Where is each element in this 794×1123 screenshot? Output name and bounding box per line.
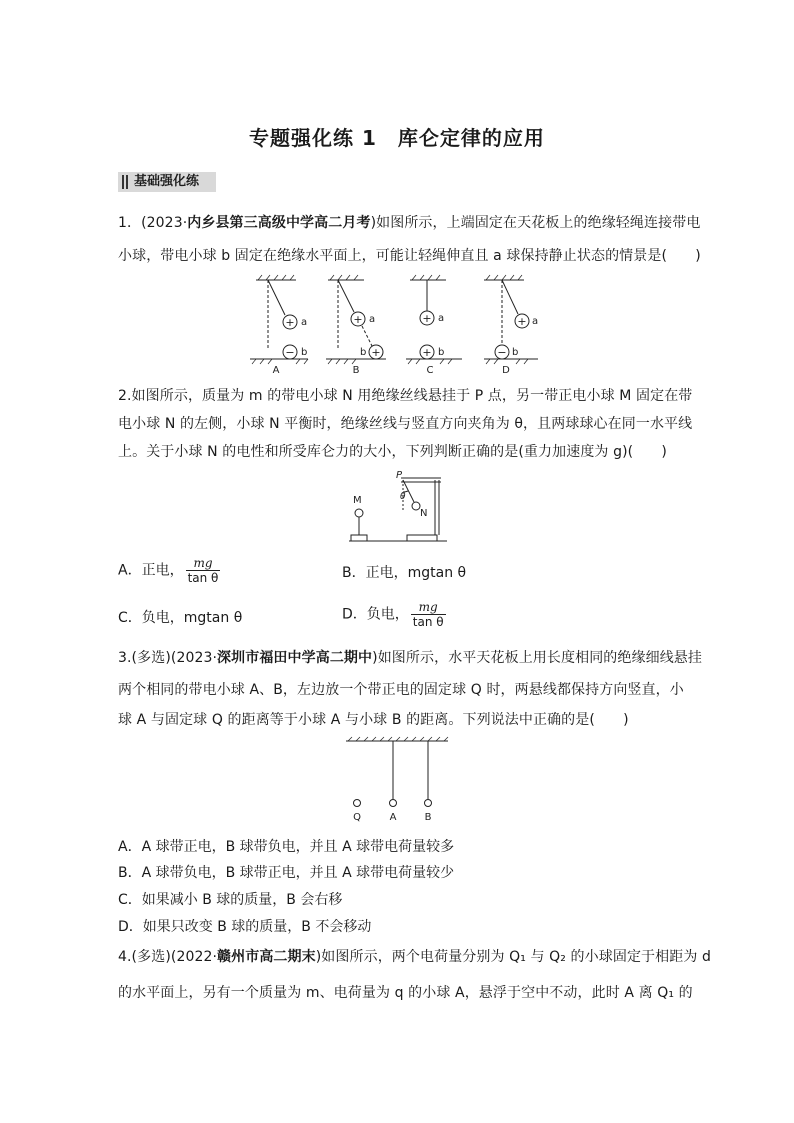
page-title: 专题强化练 1 库仑定律的应用 xyxy=(249,126,545,150)
q3-line1: 3.(多选)(2023·深圳市福田中学高二期中)如图所示，水平天花板上用长度相同的绝缘细线悬挂 xyxy=(118,650,703,666)
q1-figure xyxy=(240,272,550,374)
svg-text:+: + xyxy=(371,346,381,359)
q2-option-d[interactable]: D．负电， $\frac{mg}{\text{tan θ}}$ xyxy=(342,600,444,629)
q2-figure xyxy=(343,466,449,546)
svg-text:−: − xyxy=(497,346,507,359)
svg-text:−: − xyxy=(285,346,295,359)
q4-line2: 的水平面上，另有一个质量为 m、电荷量为 q 的小球 A，悬浮于空中不动，此时 A 离 Q₁ 的 xyxy=(118,985,693,1001)
svg-text:+: + xyxy=(422,312,432,325)
svg-text:Q: Q xyxy=(353,812,361,823)
svg-text:+: + xyxy=(285,316,295,329)
svg-text:b: b xyxy=(438,347,445,358)
q2-option-a[interactable]: A．正电， $\frac{mg}{\text{tan θ}}$ xyxy=(118,556,219,585)
svg-text:a: a xyxy=(369,314,376,325)
q3-line3: 球 A 与固定球 Q 的距离等于小球 A 与小球 B 的距离。下列说法中正确的是( ) xyxy=(118,712,629,728)
q3-option-d[interactable]: D．如果只改变 B 球的质量，B 不会移动 xyxy=(118,919,372,935)
svg-text:+: + xyxy=(422,346,432,359)
svg-text:P: P xyxy=(396,470,403,481)
fraction: $\frac{mg}{\text{tan θ}}$ xyxy=(187,556,219,585)
svg-text:a: a xyxy=(532,316,539,327)
svg-text:+: + xyxy=(517,315,527,328)
svg-text:+: + xyxy=(353,313,363,326)
q1-line1: 1．(2023·内乡县第三高级中学高二月考)如图所示，上端固定在天花板上的绝缘轻绳连接带电 xyxy=(118,215,701,231)
q4-line1: 4.(多选)(2022·赣州市高二期末)如图所示，两个电荷量分别为 Q₁ 与 Q₂ 的小球固定于相距为 d xyxy=(118,949,711,965)
svg-text:C: C xyxy=(426,365,434,374)
q2-line2: 电小球 N 的左侧，小球 N 平衡时，绝缘丝线与竖直方向夹角为 θ，且两球球心在同一水平线 xyxy=(118,416,693,432)
q2-line3: 上。关于小球 N 的电性和所受库仑力的大小，下列判断正确的是(重力加速度为 g)( ) xyxy=(118,444,667,460)
q2-line1: 2.如图所示，质量为 m 的带电小球 N 用绝缘丝线悬挂于 P 点，另一带正电小球 M 固定在带 xyxy=(118,388,693,404)
svg-text:a: a xyxy=(438,313,445,324)
q3-figure xyxy=(340,734,450,824)
q1-line2: 小球，带电小球 b 固定在绝缘水平面上，可能让轻绳伸直且 a 球保持静止状态的情景是( ) xyxy=(118,248,701,264)
svg-text:N: N xyxy=(420,508,428,519)
q3-option-c[interactable]: C．如果减小 B 球的质量，B 会右移 xyxy=(118,892,343,908)
svg-text:B: B xyxy=(424,812,432,823)
q3-option-a[interactable]: A．A 球带正电，B 球带负电，并且 A 球带电荷量较多 xyxy=(118,839,455,855)
svg-text:A: A xyxy=(389,812,397,823)
section-marker xyxy=(122,175,128,189)
section-header xyxy=(118,172,216,192)
svg-text:b: b xyxy=(360,347,367,358)
svg-text:b: b xyxy=(301,347,308,358)
svg-text:M: M xyxy=(353,495,362,506)
q2-option-b[interactable]: B．正电，mgtan θ xyxy=(342,565,467,581)
svg-text:D: D xyxy=(502,365,510,374)
section-label: 基础强化练 xyxy=(134,174,200,189)
q3-option-b[interactable]: B．A 球带负电，B 球带正电，并且 A 球带电荷量较少 xyxy=(118,865,455,881)
svg-text:θ: θ xyxy=(400,492,406,502)
svg-text:A: A xyxy=(272,365,280,374)
svg-text:b: b xyxy=(512,347,519,358)
q3-line2: 两个相同的带电小球 A、B，左边放一个带正电的固定球 Q 时，两悬线都保持方向竖直，小 xyxy=(118,682,684,698)
svg-text:B: B xyxy=(352,365,360,374)
svg-text:a: a xyxy=(301,317,308,328)
q2-option-c[interactable]: C．负电，mgtan θ xyxy=(118,610,243,626)
fraction: $\frac{mg}{\text{tan θ}}$ xyxy=(412,600,444,629)
